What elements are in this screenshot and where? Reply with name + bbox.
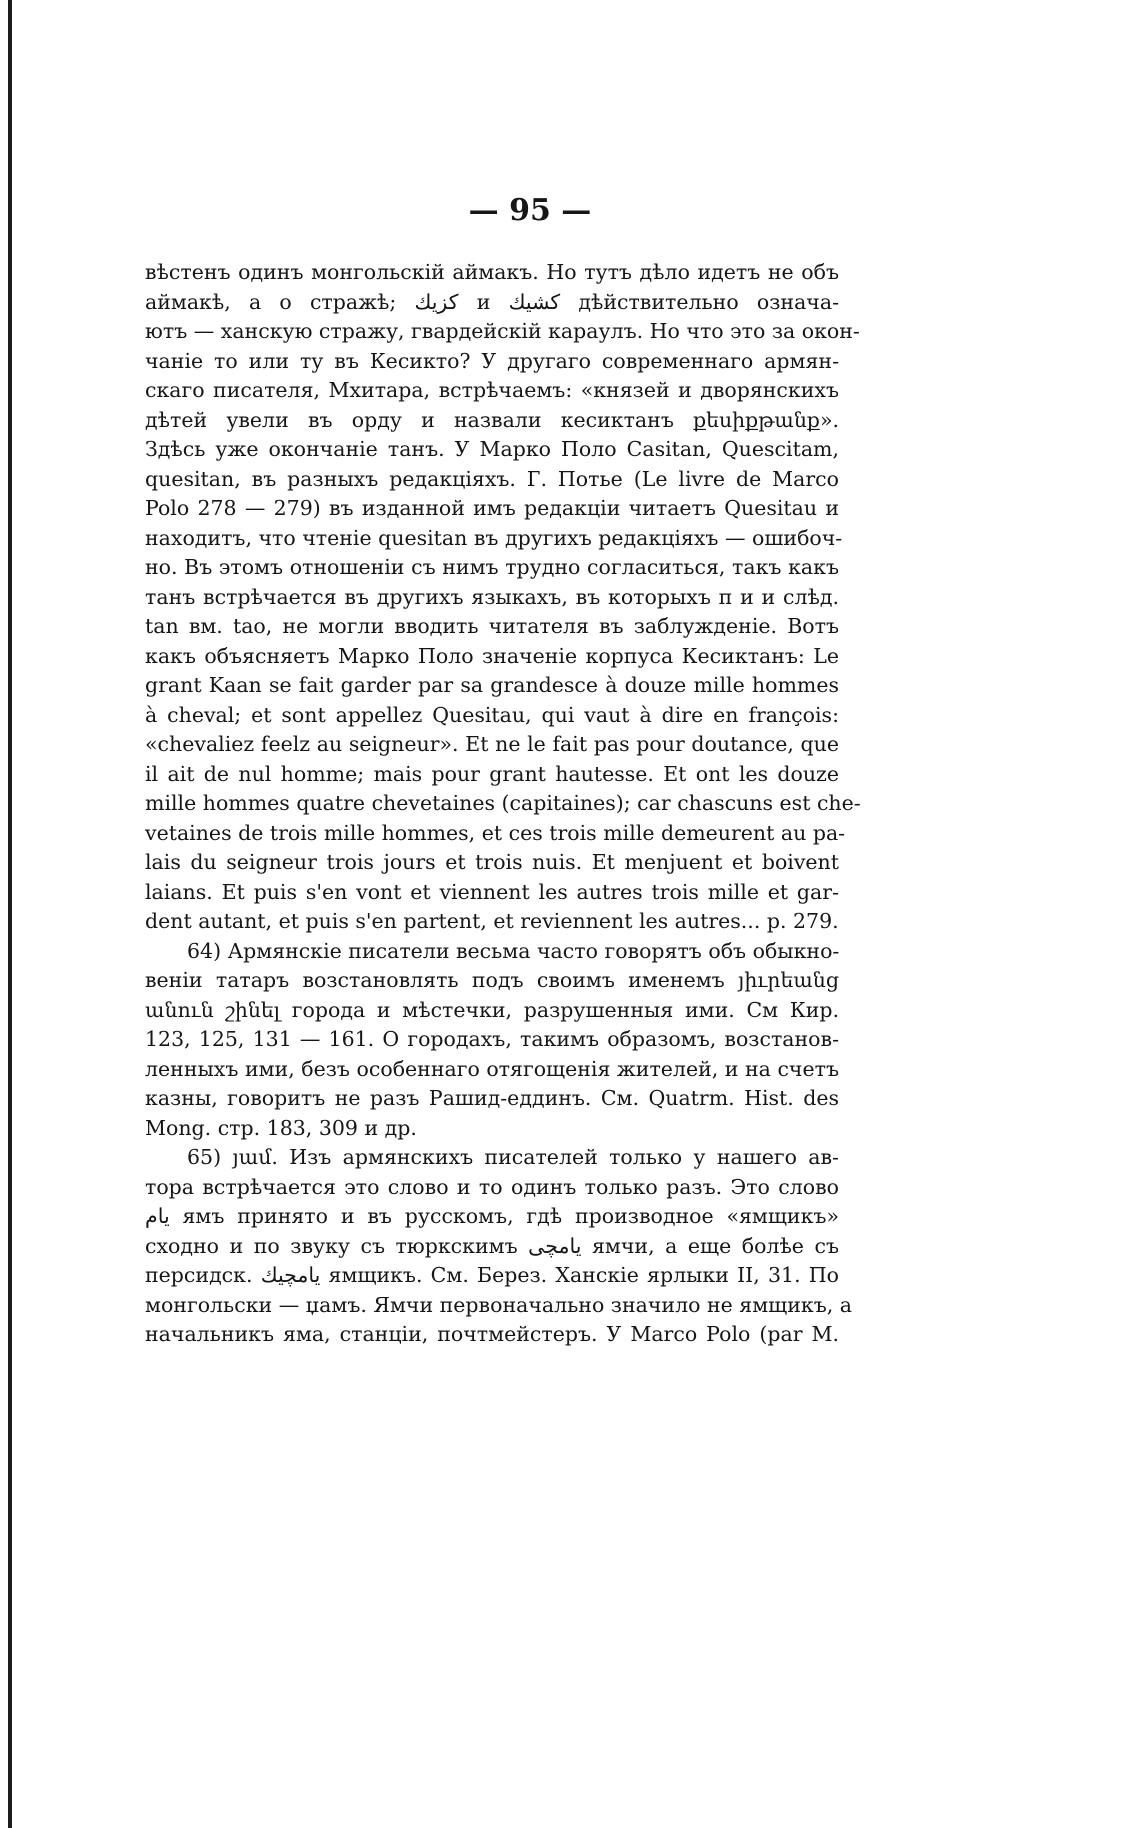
text-line: Polo 278 — 279) въ изданной имъ редакціи читаетъ Quesitau и	[145, 496, 839, 520]
text-line: ленныхъ ими, безъ особеннаго отягощенія жителей, и на счетъ	[145, 1056, 839, 1081]
text-line: tan вм. tao, не могли вводить читателя въ заблужденіе. Вотъ	[145, 614, 839, 638]
text-line: тора встрѣчается это слово и то одинъ только разъ. Это слово	[145, 1174, 839, 1199]
text-line: танъ встрѣчается въ другихъ языкахъ, въ которыхъ п и и слѣд.	[145, 584, 839, 609]
text-line: аймакѣ, а о стражѣ; كزيك и كشيك дѣйствительно означа-	[145, 289, 839, 314]
text-line: يام ямъ принято и въ русскомъ, гдѣ производное «ямщикъ»	[145, 1204, 839, 1228]
text-line: vetaines de trois mille hommes, et ces trois mille demeurent au pa-	[145, 820, 846, 845]
text-line: вѣстенъ одинъ монгольскій аймакъ. Но тутъ дѣло идетъ не объ	[145, 260, 839, 284]
text-line: веніи татаръ возстановлять подъ своимъ именемъ յիւրեանց	[145, 968, 839, 992]
text-line: laians. Et puis s'en vont et viennent les autres trois mille et gar-	[145, 879, 839, 904]
text-line: il ait de nul homme; mais pour grant hautesse. Et ont les douze	[145, 761, 839, 786]
text-line: ютъ — ханскую стражу, гвардейскій караулъ. Но что это за окон-	[145, 319, 860, 343]
text-line: à cheval; et sont appellez Quesitau, qui vaut à dire en françois:	[145, 702, 839, 727]
text-line: 123, 125, 131 — 161. О городахъ, такимъ образомъ, возстанов-	[145, 1027, 839, 1051]
text-line: lais du seigneur trois jours et trois nuis. Et menjuent et boivent	[145, 850, 839, 874]
page-number: — 95 —	[468, 193, 592, 228]
text-line: дѣтей увели въ орду и назвали кесиктанъ քեսիքթանք».	[145, 407, 839, 432]
text-line: mille hommes quatre chevetaines (capitaines); car chascuns est che-	[145, 791, 861, 815]
text-line: 64) Армянскіе писатели весьма часто говорятъ объ обыкно-	[187, 938, 840, 963]
text-line: начальникъ яма, станціи, почтмейстеръ. У Marco Polo (par M.	[145, 1322, 839, 1346]
text-line: но. Въ этомъ отношеніи съ нимъ трудно согласиться, такъ какъ	[145, 555, 839, 579]
text-line: монгольски — џамъ. Ямчи первоначально значило не ямщикъ, а	[145, 1292, 852, 1317]
text-line: անուն շինել города и мѣстечки, разрушенныя ими. См Кир.	[145, 997, 839, 1022]
text-line: grant Kaan se fait garder par sa grandesce à douze mille hommes	[145, 673, 839, 697]
text-line: quesitan, въ разныхъ редакціяхъ. Г. Потье (Le livre de Marco	[145, 466, 839, 491]
text-line: Здѣсь уже окончаніе танъ. У Марко Поло Casitan, Quescitam,	[145, 437, 839, 461]
body-text	[145, 258, 861, 1350]
text-line: скаго писателя, Мхитара, встрѣчаемъ: «князей и дворянскихъ	[145, 378, 839, 402]
text-line: «chevaliez feelz au seigneur». Et ne le fait pas pour doutance, que	[145, 732, 839, 756]
text-line: Mong. стр. 183, 309 и др.	[145, 1115, 417, 1140]
text-line: dent autant, et puis s'en partent, et reviennent les autres... р. 279.	[145, 909, 839, 933]
text-line: персидск. يامچيك ямщикъ. См. Берез. Ханскіе ярлыки II, 31. По	[145, 1263, 839, 1287]
text-line: чаніе то или ту въ Кесикто? У другаго современнаго армян-	[145, 348, 839, 373]
text-line: находитъ, что чтеніе quesitan въ другихъ редакціяхъ — ошибоч-	[145, 525, 843, 550]
text-line: казны, говоритъ не разъ Рашид-еддинъ. См. Quatrm. Hist. des	[145, 1086, 839, 1110]
text-line: сходно и по звуку съ тюркскимъ يامچى ямчи, а еще болѣе съ	[145, 1233, 840, 1258]
text-line: какъ объясняетъ Марко Поло значеніе корпуса Кесиктанъ: Le	[145, 643, 839, 668]
text-line: 65) յամ. Изъ армянскихъ писателей только у нашего ав-	[187, 1145, 839, 1169]
book-spine-edge	[8, 0, 12, 1828]
